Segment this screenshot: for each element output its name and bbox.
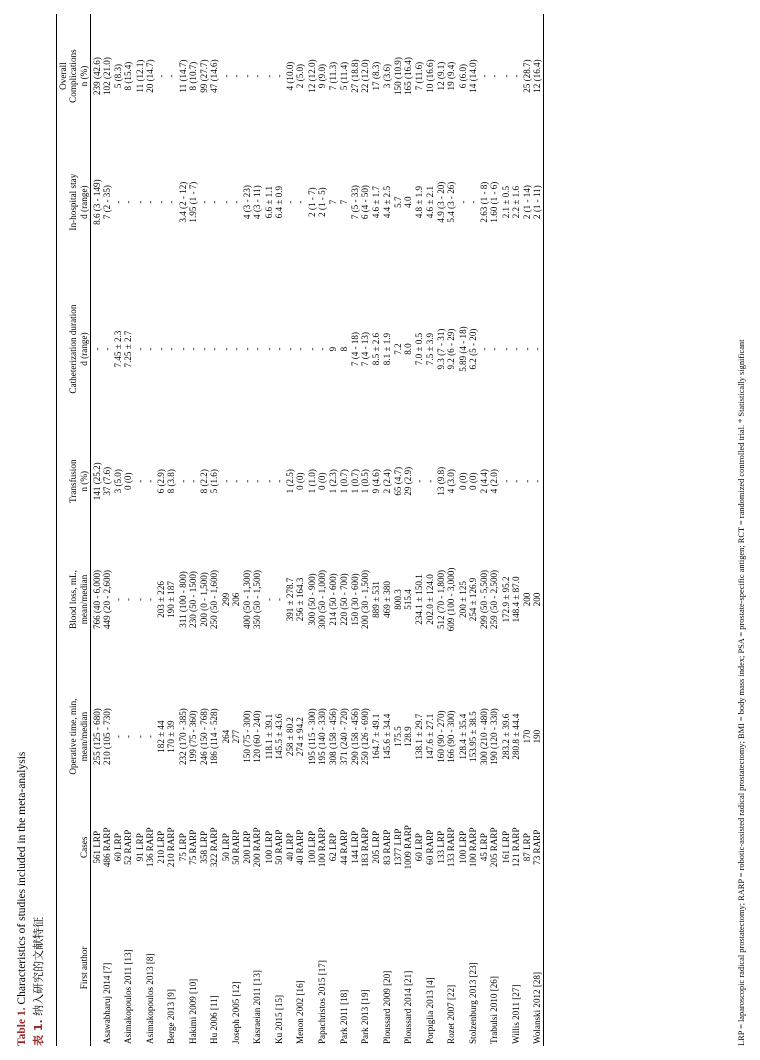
table-body	[90, 14, 543, 1046]
table-row	[392, 14, 414, 1046]
cell-cath: 5.89 (4 - 18) 6.2 (5 - 20)	[457, 326, 478, 372]
cell-first-author: Asimakopoulos 2013 [8]	[144, 953, 155, 1044]
cell-blood: 311 (100 - 800) 230 (50 - 1500)	[177, 571, 198, 628]
cell-cath: - -	[479, 347, 500, 351]
cell-stay: - -	[113, 200, 134, 204]
cell-blood: - -	[113, 597, 134, 601]
cell-cath: 7.0 ± 0.5 7.5 ± 3.9	[414, 332, 435, 366]
cell-stay: 2 (1 - 14) 2 (1 - 11)	[522, 138, 544, 266]
caption-text-zh: 纳入研究的文献特征	[31, 916, 45, 1020]
cell-first-author: Wolanski 2012 [28]	[522, 890, 544, 1046]
cell-cases: 100 LRP 100 RARP	[306, 827, 327, 868]
cell-complications: 239 (42.6) 102 (21.0)	[91, 57, 112, 95]
cell-cases: 205 LRP 83 RARP	[371, 829, 392, 865]
table-footnote: LRP = laparoscopic radical prostatectomy; RARP = robotic-assisted radical prostatectomy; BMI = body mass index; PSA = prostate-specific antigen; RCT = randomized controlled trial. * Statistically significant	[737, 339, 747, 1046]
cell-complications: 99 (27.7) 47 (14.6)	[199, 59, 220, 93]
cell-transfusion: 8 (2.2) 5 (1.6)	[199, 469, 220, 494]
cell-transfusion: 6 (2.9) 8 (3.8)	[156, 469, 177, 494]
cell-complications: - -	[220, 74, 241, 78]
cell-first-author: Park 2013 [19]	[360, 989, 371, 1044]
cell-cath: - -	[220, 347, 241, 351]
cell-cath: - -	[285, 347, 306, 351]
cell-first-author: Asimakopoulos 2011 [13]	[123, 949, 134, 1044]
table-row	[199, 14, 221, 1046]
cell-optime: 160 (90 - 270) 166 (90 - 300)	[436, 710, 457, 763]
cell-complications: - -	[500, 74, 521, 78]
cell-optime: 246 (150 - 768) 186 (114 - 528)	[199, 708, 220, 766]
table-row	[522, 14, 544, 1046]
cell-cases: 1377 LRP 1009 RARP	[392, 825, 414, 870]
cell-cases: 45 LRP 205 RARP	[479, 827, 500, 868]
cell-stay: - -	[134, 200, 155, 204]
cell-cases: 91 LRP 136 RARP	[134, 827, 155, 868]
table-head	[57, 14, 91, 1046]
cell-optime: 255 (125 - 680) 210 (105 - 730)	[91, 708, 112, 766]
cell-complications: 12 (12.0) 9 (9.0)	[306, 59, 327, 93]
cell-stay: 3.4 (2 - 12) 1.95 (1 - 7)	[177, 181, 198, 223]
table-row	[242, 14, 264, 1046]
cell-cath: - -	[522, 266, 544, 432]
cell-cath: - -	[134, 347, 155, 351]
cell-cath: 9 8	[328, 346, 349, 352]
cell-stay: - -	[285, 200, 306, 204]
cell-stay: 5.7 4.0	[392, 196, 414, 208]
table-row	[414, 14, 436, 1046]
cell-optime: 128.4 ± 35.4 153.95 ± 38.5	[457, 711, 478, 762]
cell-blood: 214 (50 - 600) 220 (50 - 700)	[328, 573, 349, 626]
cell-cath: 8.5 ± 2.6 8.1 ± 1.9	[371, 332, 392, 366]
cell-transfusion: 3 (5.0) 0 (0)	[113, 469, 134, 494]
cell-blood: - -	[263, 597, 284, 601]
cell-cases: 87 LRP 73 RARP	[522, 805, 544, 890]
cell-optime: 290 (158 - 456) 250 (126 - 690)	[349, 708, 371, 766]
cell-first-author: Ku 2015 [15]	[273, 995, 284, 1044]
cell-blood: 299 206	[220, 592, 241, 607]
cell-transfusion: 65 (4.7) 29 (2.9)	[392, 466, 414, 496]
table-row	[112, 14, 134, 1046]
cell-cath: 7.2 8.0	[392, 343, 414, 355]
table-header-row	[57, 14, 91, 1046]
cell-stay: - -	[199, 200, 220, 204]
cell-blood: 800.3 515.4	[392, 589, 414, 610]
cell-transfusion: 1 (2.5) 0 (0)	[285, 469, 306, 494]
cell-first-author: Hu 2006 [11]	[209, 995, 220, 1044]
col-first-author: First author	[57, 890, 91, 1046]
cell-transfusion: 1 (0.7) 1 (0.5)	[349, 469, 371, 494]
table-row	[478, 14, 500, 1046]
col-transfusion: Transfusion n (%)	[57, 432, 91, 531]
cell-stay: 2.63 (1 - 8) 1.60 (1 - 6)	[479, 181, 500, 223]
cell-transfusion: 13 (9.8) 4 (3.0)	[436, 466, 457, 496]
cell-blood: 300 (50 - 900) 300 (50 - 1,000)	[306, 569, 327, 630]
cell-optime: - -	[134, 735, 155, 739]
cell-first-author: Asawabharuj 2014 [7]	[101, 962, 112, 1044]
col-operative-time: Operative time, min, mean/median	[57, 668, 91, 804]
table-caption	[14, 11, 47, 1046]
cell-complications: 25 (28.7) 12 (16.4)	[522, 14, 544, 138]
cell-cath: - -	[500, 347, 521, 351]
cell-blood: - -	[134, 597, 155, 601]
cell-transfusion: - -	[220, 479, 241, 483]
cell-first-author: Ploussard 2009 [20]	[381, 970, 392, 1044]
cell-stay: - -	[457, 200, 478, 204]
cell-cath: - -	[306, 347, 327, 351]
cell-first-author: Willis 2011 [27]	[510, 984, 521, 1044]
cell-blood: 400 (50 - 1,300) 350 (50 - 1,500)	[242, 569, 263, 630]
cell-blood: 200 (0 - 1,500) 250 (50 - 1,600)	[199, 569, 220, 630]
cell-optime: 308 (158 - 456) 371 (240 - 720)	[328, 708, 349, 766]
cell-blood: 234.1 ± 150.1 202.0 ± 124.0	[414, 574, 435, 625]
cell-optime: 118.1 ± 39.1 145.5 ± 43.6	[263, 713, 284, 760]
cell-cases: 60 LRP 60 RARP	[414, 829, 435, 865]
cell-stay: 4.9 (3 - 20) 5.4 (3 - 26)	[436, 181, 457, 223]
cell-stay: 2 (1 - 7) 2 (1 - 5)	[306, 187, 327, 217]
cell-cath: - -	[156, 347, 177, 351]
cell-transfusion: - -	[414, 479, 435, 483]
cell-stay: 6.6 ± 1.1 6.4 ± 0.9	[263, 185, 284, 219]
cell-complications: 7 (11.3) 5 (11.4)	[328, 61, 349, 91]
table-row	[134, 14, 156, 1046]
cell-transfusion: - -	[263, 479, 284, 483]
cell-blood: 172.9 ± 95.2 148.4 ± 87.0	[500, 576, 521, 623]
cell-complications: 4 (10.0) 2 (5.0)	[285, 61, 306, 91]
cell-cath: - -	[91, 347, 112, 351]
cell-complications: 5 (8.3) 8 (15.4)	[113, 61, 134, 91]
cell-complications: 7 (11.6) 10 (16.6)	[414, 59, 435, 93]
cell-complications: 27 (18.8) 22 (12.0)	[349, 59, 371, 93]
cell-stay: 8.6 (3 - 149) 7 (2 - 35)	[91, 179, 112, 225]
cell-first-author: Stolzenburg 2013 [23]	[467, 962, 478, 1044]
cell-blood: 889 ± 531 469 ± 380	[371, 581, 392, 618]
cell-first-author: Menon 2002 [16]	[295, 980, 306, 1044]
cell-cath: - -	[199, 347, 220, 351]
cell-cath: - -	[242, 347, 263, 351]
cell-cath: 9.3 (7 - 31) 9.2 (6 - 29)	[436, 328, 457, 370]
cell-optime: 164.7 ± 49.1 145.6 ± 34.4	[371, 713, 392, 760]
cell-first-author: Hakimi 2009 [10]	[187, 978, 198, 1044]
table-row	[263, 14, 285, 1046]
cell-blood: 512 (70 - 1,800) 609 (100 - 3,000)	[436, 567, 457, 632]
caption-label-zh: 表 1.	[31, 1019, 45, 1046]
cell-cases: 161 LRP 121 RARP	[500, 827, 521, 868]
caption-english	[14, 11, 31, 1046]
cell-first-author: Kasraeian 2011 [13]	[252, 970, 263, 1044]
col-catheterization: Catheterization duration d (range)	[57, 266, 91, 432]
cell-optime: 300 (210 - 480) 190 (120 - 330)	[479, 708, 500, 766]
cell-transfusion: - -	[177, 479, 198, 483]
cell-optime: - -	[113, 735, 134, 739]
cell-optime: 170 190	[522, 668, 544, 804]
cell-cases: 100 LRP 50 RARP	[263, 829, 284, 865]
table-row	[435, 14, 457, 1046]
cell-complications: 11 (14.7) 8 (10.7)	[177, 59, 198, 93]
cell-transfusion: 9 (4.6) 2 (2.4)	[371, 469, 392, 494]
cell-stay: 2.1 ± 0.5 2.2 ± 1.6	[500, 185, 521, 219]
cell-optime: 150 (75 - 300) 120 (60 - 240)	[242, 710, 263, 763]
cell-transfusion: - -	[242, 479, 263, 483]
cell-optime: 258 ± 80.2 274 ± 94.2	[285, 717, 306, 757]
cell-optime: 283.2 ± 39.6 280.8 ± 44.4	[500, 713, 521, 760]
table-row	[306, 14, 328, 1046]
col-in-hospital-stay: In-hospital stay d (range)	[57, 138, 91, 266]
cell-cases: 75 LRP 75 RARP	[177, 829, 198, 865]
cell-blood: 203 ± 226 190 ± 187	[156, 581, 177, 618]
cell-complications: - -	[479, 74, 500, 78]
cell-optime: 264 277	[220, 729, 241, 744]
cell-cases: 200 LRP 200 RARP	[242, 827, 263, 868]
table-row	[500, 14, 522, 1046]
cell-blood: 391 ± 278.7 256 ± 164.3	[285, 577, 306, 622]
cell-transfusion: 2 (4.4) 4 (2.0)	[479, 469, 500, 494]
table-row	[285, 14, 307, 1046]
cell-cath: - -	[263, 347, 284, 351]
table-row	[457, 14, 479, 1046]
cell-complications: - -	[156, 74, 177, 78]
caption-chinese	[31, 11, 47, 1046]
cell-cath: - -	[177, 347, 198, 351]
cell-cases: 60 LRP 52 RARP	[113, 829, 134, 865]
cell-optime: 195 (115 - 300) 195 (140 - 330)	[306, 708, 327, 766]
cell-first-author: Trabulsi 2010 [26]	[489, 976, 500, 1044]
cell-complications: - -	[263, 74, 284, 78]
cell-blood: 299 (50 - 5,500) 259 (50 - 2,500)	[479, 569, 500, 630]
cell-stay: 4.8 ± 1.9 4.6 ± 2.1	[414, 185, 435, 219]
cell-first-author: Porpiglia 2013 [4]	[424, 977, 435, 1044]
cell-stay: 4 (3 - 23) 4 (3 - 11)	[242, 185, 263, 220]
cell-stay: 4.6 ± 1.7 4.4 ± 2.5	[371, 185, 392, 219]
cell-blood: 150 (30 - 600) 200 (30 - 1,500)	[349, 569, 371, 630]
cell-first-author: Ploussard 2014 [21]	[403, 970, 414, 1044]
cell-first-author: Papachristos 2015 [17]	[317, 960, 327, 1044]
cell-cases: 210 LRP 210 RARP	[156, 827, 177, 868]
table-row	[220, 14, 242, 1046]
cell-complications: 150 (10.9) 165 (16.4)	[392, 57, 414, 95]
cell-transfusion: 0 (0) 0 (0)	[457, 472, 478, 490]
cell-cases: 40 LRP 40 RARP	[285, 829, 306, 865]
cell-cath: 7 (4 - 18) 7 (4 - 13)	[349, 332, 371, 367]
cell-transfusion: 1 (2.3) 1 (0.7)	[328, 469, 349, 494]
cell-first-author: Rozet 2007 [22]	[446, 984, 457, 1044]
cell-cases: 50 LRP 50 RARP	[220, 829, 241, 865]
cell-stay: - -	[220, 200, 241, 204]
cell-complications: 17 (8.3) 3 (3.6)	[371, 61, 392, 91]
cell-blood: 200 ± 125 254 ± 126.9	[457, 577, 478, 622]
cell-complications: 12 (9.1) 19 (9.4)	[436, 61, 457, 91]
cell-first-author: Berge 2013 [9]	[166, 989, 177, 1044]
cell-transfusion: 1 (1.0) 0 (0)	[306, 469, 327, 494]
cell-blood: 766 (40 - 6,000) 449 (20 - 2,600)	[91, 569, 112, 630]
studies-table	[56, 14, 544, 1046]
caption-label-en: Table 1.	[16, 1007, 28, 1046]
cell-stay: 7 (5 - 33) 6 (4 - 50)	[349, 185, 371, 220]
cell-transfusion: - -	[134, 479, 155, 483]
cell-cases: 358 LRP 322 RARP	[199, 827, 220, 868]
cell-optime: 175.5 128.9	[392, 726, 414, 747]
cell-transfusion: - -	[522, 432, 544, 531]
cell-cath: 7.45 ± 2.3 7.25 ± 2.7	[113, 330, 134, 368]
cell-transfusion: 141 (25.2) 37 (7.6)	[91, 462, 112, 501]
cell-first-author: Joseph 2005 [12]	[230, 981, 241, 1044]
col-blood-loss: Blood loss, mL, mean/median	[57, 531, 91, 669]
caption-text-en: Characteristics of studies included in the meta-analysis	[16, 751, 28, 1008]
table-row	[156, 14, 178, 1046]
cell-stay: - -	[156, 200, 177, 204]
cell-cases: 144 LRP 183 RARP	[349, 827, 371, 868]
table-row	[328, 14, 350, 1046]
table-row	[349, 14, 371, 1046]
cell-cases: 62 LRP 44 RARP	[328, 829, 349, 865]
cell-optime: 182 ± 44 170 ± 39	[156, 720, 177, 753]
cell-first-author: Park 2011 [18]	[338, 989, 349, 1044]
cell-complications: - -	[242, 74, 263, 78]
col-cases: Cases	[57, 805, 91, 890]
cell-complications: 11 (12.1) 20 (14.7)	[134, 59, 155, 93]
cell-optime: 232 (170 - 385) 199 (75 - 360)	[177, 708, 198, 766]
cell-stay: 7 7	[328, 199, 349, 205]
cell-cases: 100 LRP 100 RARP	[457, 827, 478, 868]
table-row	[177, 14, 199, 1046]
table-row	[371, 14, 393, 1046]
cell-cases: 133 LRP 133 RARP	[436, 827, 457, 868]
col-overall-complications: Overall Complications n (%)	[57, 14, 91, 138]
cell-transfusion: - -	[500, 479, 521, 483]
cell-cases: 561 LRP 486 RARP	[91, 827, 112, 868]
cell-complications: 6 (6.0) 14 (14.0)	[457, 59, 478, 93]
cell-optime: 138.1 ± 29.7 147.6 ± 27.1	[414, 713, 435, 760]
table-row	[90, 14, 112, 1046]
cell-blood: 200 200	[522, 531, 544, 669]
